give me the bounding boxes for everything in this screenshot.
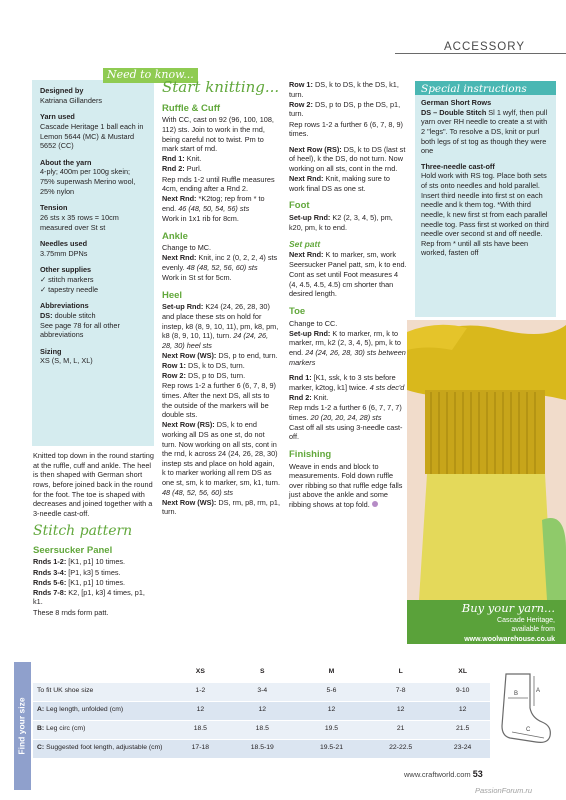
watermark: PassionForum.ru [475,786,533,795]
table-cell: 21.5 [435,720,490,739]
finishing-heading: Finishing [289,449,332,461]
abbrev-ds [40,311,146,321]
rnd-text: K24 (24, 26, 28, 30) and place these sts on hold for instep, k8 (8, 9, 10, 11), pm, k8, pm, k8 (8, 9, 10, 11), turn. [162,302,279,341]
rnd-key: Next Row (WS): [162,350,217,360]
table-cell: 22-22.5 [366,739,435,758]
table-row [33,720,490,739]
rnd-key: Rnd 2: [289,392,312,402]
ankle-heading: Ankle [162,230,188,242]
stitch-row-text: [P1, k3] 5 times. [66,567,121,577]
stitch-pattern-title: Stitch pattern [33,523,133,540]
toe-rnd2 [289,393,407,403]
size-header: XS [173,663,228,682]
next-rnd [289,174,407,193]
heel-next-rs [162,420,280,497]
rnd-text: Purl. [184,164,202,174]
sock-illustration [407,320,566,644]
finishing-text [289,462,407,510]
rnd-key: Rnd 2: [162,164,185,174]
stitch-row-text: [K1, p1] 10 times. [66,577,126,587]
row-label [33,720,173,739]
diagram-label-c: C [526,727,531,733]
row-label-text: To fit UK shoe size [37,687,94,695]
size-header: L [366,663,435,682]
toe-rep [289,403,407,422]
rnd-key: Row 2: [162,371,186,381]
rnd-text: [K1, ssk, k to 3 sts before marker, k2tog, k1] twice. [289,373,396,392]
table-row [33,739,490,758]
find-your-size-bar [14,662,31,790]
yarn-text: Cascade Heritage 1 ball each in Lemon 5644 (MC) & Mustard 5652 (CC) [40,121,144,151]
supplies-label: Other supplies [40,265,92,275]
row1 [289,80,407,99]
rnd-text: Knit, inc 2 (0, 2, 2, 4) sts evenly. [162,253,278,272]
table-row [33,682,490,701]
header-blank [33,663,173,682]
rnd-text: Knit, making sure to work final DS as one st. [289,174,390,193]
rnd-text: K to marker, rm, k to marker, rm, k2 (2, 3, 4, 5), pm, k to end. [289,328,401,357]
table-row [33,701,490,720]
row-key: B: [37,725,45,733]
designed-by-label: Designed by [40,86,84,95]
size-table [33,663,490,759]
designer: Katriana Gillanders [40,95,103,105]
rnd-key: Next Rnd: [162,194,197,204]
stitch-note: These 8 rnds form patt. [33,607,109,617]
rnd-key: Rnd 1: [162,154,185,164]
ruffle-rnd1 [162,154,280,164]
intro-text: Knitted top down in the round starting at the ruffle, cuff and ankle. The heel is then shaped with German short rows, before joined back in the round for the foot. The toe is shaped with decreases and joined together with a 3-needle cast-off. [33,451,154,518]
heel-next-ws-2 [162,498,280,517]
sock-diagram-icon [496,668,556,746]
footer [404,769,483,781]
row-label-text: Leg circ (cm) [44,725,86,733]
row-label [33,701,173,720]
finishing-body: Weave in ends and block to measurements. Fold down ruffle over ribbing so that ruffle edge falls just above the ankle and some ribbing shows at top fold. [289,461,403,510]
set-next-rnd [289,250,407,269]
rnd-count: 24 (24, 26, 28, 30) sts between markers [289,347,406,367]
rnd-key: Next Row (RS): [289,144,342,154]
heel-heading: Heel [162,289,183,301]
stitch-row [33,578,155,588]
table-cell: 19.5-21 [297,739,366,758]
table-cell: 18.5 [228,720,297,739]
rnd-text: Knit. [311,392,329,402]
rnd-text: DS, k to DS, turn. [185,361,245,371]
ankle-text: Change to MC. [162,243,212,253]
gsr-body: Sl 1 wylf, then pull yarn over RH needle to create a st with 2 "legs". To resolve a DS, knit or purl both legs of st tog as though they were one [421,107,548,156]
rnd-text: DS, p to DS, turn. [185,371,246,381]
row-key: A: [37,706,45,714]
stitch-row-key: Rnds 1-2: [33,557,67,567]
pattern-column-3 [289,80,407,510]
about-yarn-text: 4-ply; 400m per 100g skein; 75% superwash Merino wool, 25% nylon [40,167,136,196]
rnd-key: Row 1: [289,80,313,89]
supply-item: ✓ tapestry needle [40,284,99,294]
table-cell: 18.5 [173,720,228,739]
row-label-text: Suggested foot length, adjustable (cm) [44,744,163,752]
heel-row2 [162,371,280,381]
buy-yarn-box [425,601,555,644]
rnd-key: Rnd 1: [289,373,312,383]
table-cell: 12 [435,701,490,720]
special-instructions-title: Special instructions [415,81,556,99]
rnd-text: DS, k to end working all DS as one st, do not turn. Now working on all sts, cont in the rnd, k across 24 (24, 26, 28, 30) instep sts and place on hold again, k to marker working all rem DS as one st, sm, k to marker, sm, k1, turn. [162,420,281,488]
table-cell: 3-4 [228,682,297,701]
abbrev-ds-key: DS: [40,310,53,320]
rnd-key: Next Row (WS): [162,497,217,507]
rep-text: Rep rows 1-2 a further 6 (6, 7, 8, 9) times. [289,119,403,139]
toe-rnd1 [289,373,407,392]
ruffle-text-3: Work in 1x1 rib for 8cm. [162,214,239,224]
table-cell: 1-2 [173,682,228,701]
table-cell: 5-6 [297,682,366,701]
stitch-row-key: Rnds 5-6: [33,577,67,587]
table-cell: 19.5 [297,720,366,739]
rnd-text: DS, rm, p8, rm, p1, turn. [162,497,280,517]
sizing-text: XS (S, M, L, XL) [40,356,93,366]
rnd-key: Next Rnd: [162,253,197,263]
buy-yarn-title: Buy your yarn... [461,601,555,615]
stitch-row-key: Rnds 7-8: [33,587,67,597]
diagram-label-a: A [536,688,541,694]
foot-heading: Foot [289,200,310,212]
table-cell: 12 [228,701,297,720]
need-to-know-text: Need to know... [107,68,194,81]
needles-label: Needles used [40,239,88,249]
row-label-text: Leg length, unfolded (cm) [44,706,124,714]
heel-row1 [162,361,280,371]
table-cell: 17-18 [173,739,228,758]
table-cell: 23-24 [435,739,490,758]
find-your-size-label: Find your size [16,697,27,755]
footer-site[interactable]: www.craftworld.com [404,770,471,779]
end-dot-icon [372,501,378,507]
rnd-text: DS, k to DS (last st of heel), k the DS, do not turn. Now working on all sts, cont in the rnd. [289,144,406,173]
toe-text: Change to CC. [289,318,338,328]
ruffle-text-2: Rep rnds 1-2 until Ruffle measures 4cm, ending after a Rnd 2. [162,174,275,194]
needles-text: 3.75mm DPNs [40,248,88,258]
rnd-count: 4 sts dec'd [369,382,405,392]
three-needle-text: Hold work with RS tog. Place both sets of sts onto needles and hold parallel. Insert third needle into first st on each needle and k them tog. *With third needle, k new first st from each parallel needle tog. Pass first st worked on third needle over second st and off needle. Rep from * until all sts have been worked, fasten off [421,171,549,258]
stitch-row [33,557,155,567]
sock-photo [407,320,566,644]
page-number: 53 [472,769,483,779]
special-instructions-box [415,95,556,317]
rnd-count: 46 (48, 50, 54, 56) sts [178,203,250,213]
rnd-count: 24 (24, 26, 28, 30) heel sts [162,331,269,350]
tension-label: Tension [40,203,68,213]
diagram-label-b: B [514,691,519,697]
ankle-next-rnd [162,253,280,272]
stitch-row [33,588,155,607]
heel-next-ws [162,351,280,361]
table-cell: 7-8 [366,682,435,701]
ankle-text-2: Work in St st for 5cm. [162,273,232,283]
gsr-heading: German Short Rows [421,98,492,107]
rnd-count: 48 (48, 52, 56, 60) sts [162,487,233,497]
seersucker-heading: Seersucker Panel [33,544,113,556]
set-text: Cont as set until Foot measures 4 (4, 4.5, 4.5, 4.5) cm shorter than desired length. [289,270,399,299]
stitch-row-text: K2, [p1, k3] 4 times, p1, k1. [33,587,145,607]
rnd-key: Next Row (RS): [162,420,215,430]
table-cell: 12 [173,701,228,720]
buy-yarn-line2: available from [511,626,555,634]
buy-yarn-url[interactable]: www.woolwarehouse.co.uk [464,635,555,643]
rnd-key: Set-up Rnd: [289,328,331,338]
size-header: XL [435,663,490,682]
abbrev-label: Abbreviations [40,301,89,311]
table-cell: 21 [366,720,435,739]
rnd-text: K to marker, sm, work Seersucker Panel patt, sm, k to end. [289,250,407,269]
gsr-text [421,108,550,156]
rnd-count: 48 (48, 52, 56, 60) sts [186,262,258,272]
section-tag: ACCESSORY [444,41,526,53]
table-cell: 12 [366,701,435,720]
heel-setup [162,302,280,350]
row-label [33,682,173,701]
tension-text: 26 sts x 35 rows = 10cm measured over St st [40,212,119,232]
rnd-key: Next Rnd: [289,250,324,260]
stitch-row [33,568,155,578]
supply-item: ✓ stitch markers [40,275,94,284]
ruffle-next-rnd [162,194,280,213]
three-needle-heading: Three-needle cast-off [421,161,495,171]
ruffle-rnd2 [162,164,280,174]
intro-column [33,451,155,618]
row2 [289,100,407,119]
set-patt-heading: Set patt [289,239,321,250]
table-cell: 18.5-19 [228,739,297,758]
abbrev-ds-text: double stitch [52,310,96,320]
heel-text-2: Rep rows 1-2 a further 6 (6, 7, 8, 9) times. After the next DS, all sts to the outside of the markers will be double sts. [162,381,276,420]
abbrev-more: See page 78 for all other abbreviations [40,320,120,340]
yarn-label: Yarn used [40,112,75,122]
stitch-row-text: [K1, p1] 10 times. [66,557,126,567]
rnd-text: Rep rnds 1-2 a further 6 (6, 7, 7, 7) times. [289,403,402,422]
toe-setup [289,329,407,368]
about-yarn-label: About the yarn [40,157,92,167]
rnd-key: Row 1: [162,361,186,371]
next-row-rs [289,145,407,174]
size-table-header [33,663,490,682]
size-header: M [297,663,366,682]
rnd-text: DS, p to DS, p the DS, p1, turn. [289,99,401,119]
table-cell: 12 [297,701,366,720]
buy-yarn-line1: Cascade Heritage, [497,617,555,625]
start-knitting-title: Start knitting... [162,78,280,96]
rnd-text: Knit. [184,154,202,164]
table-cell: 9-10 [435,682,490,701]
toe-cast-off: Cast off all sts using 3-needle cast-off. [289,422,403,442]
row-key: C: [37,744,45,752]
gsr-key: DS – Double Stitch [421,107,487,117]
rnd-text: *K2tog; rep from * to end. [162,194,265,213]
ruffle-text: With CC, cast on 92 (96, 100, 108, 112) sts. Join to work in the rnd, being careful not to twist. Pm to mark start of rnd. [162,115,274,154]
rnd-key: Next Rnd: [289,174,324,184]
rnd-key: Set-up Rnd: [289,212,331,222]
rnd-text: K2 (2, 3, 4, 5), pm, k20, pm, k to end. [289,212,393,232]
ruffle-cuff-heading: Ruffle & Cuff [162,102,221,114]
need-to-know-box [32,80,154,446]
rnd-count: 20 (20, 20, 24, 28) sts [310,412,382,422]
rnd-key: Set-up Rnd: [162,302,204,312]
size-header: S [228,663,297,682]
start-knitting-column [162,78,280,518]
sizing-label: Sizing [40,346,62,356]
row-label [33,739,173,758]
rnd-key: Row 2: [289,99,313,109]
rnd-text: DS, k to DS, k the DS, k1, turn. [289,80,399,99]
stitch-row-key: Rnds 3-4: [33,567,67,577]
toe-heading: Toe [289,306,306,317]
rnd-text: DS, p to end, turn. [216,350,278,360]
foot-setup [289,213,407,232]
